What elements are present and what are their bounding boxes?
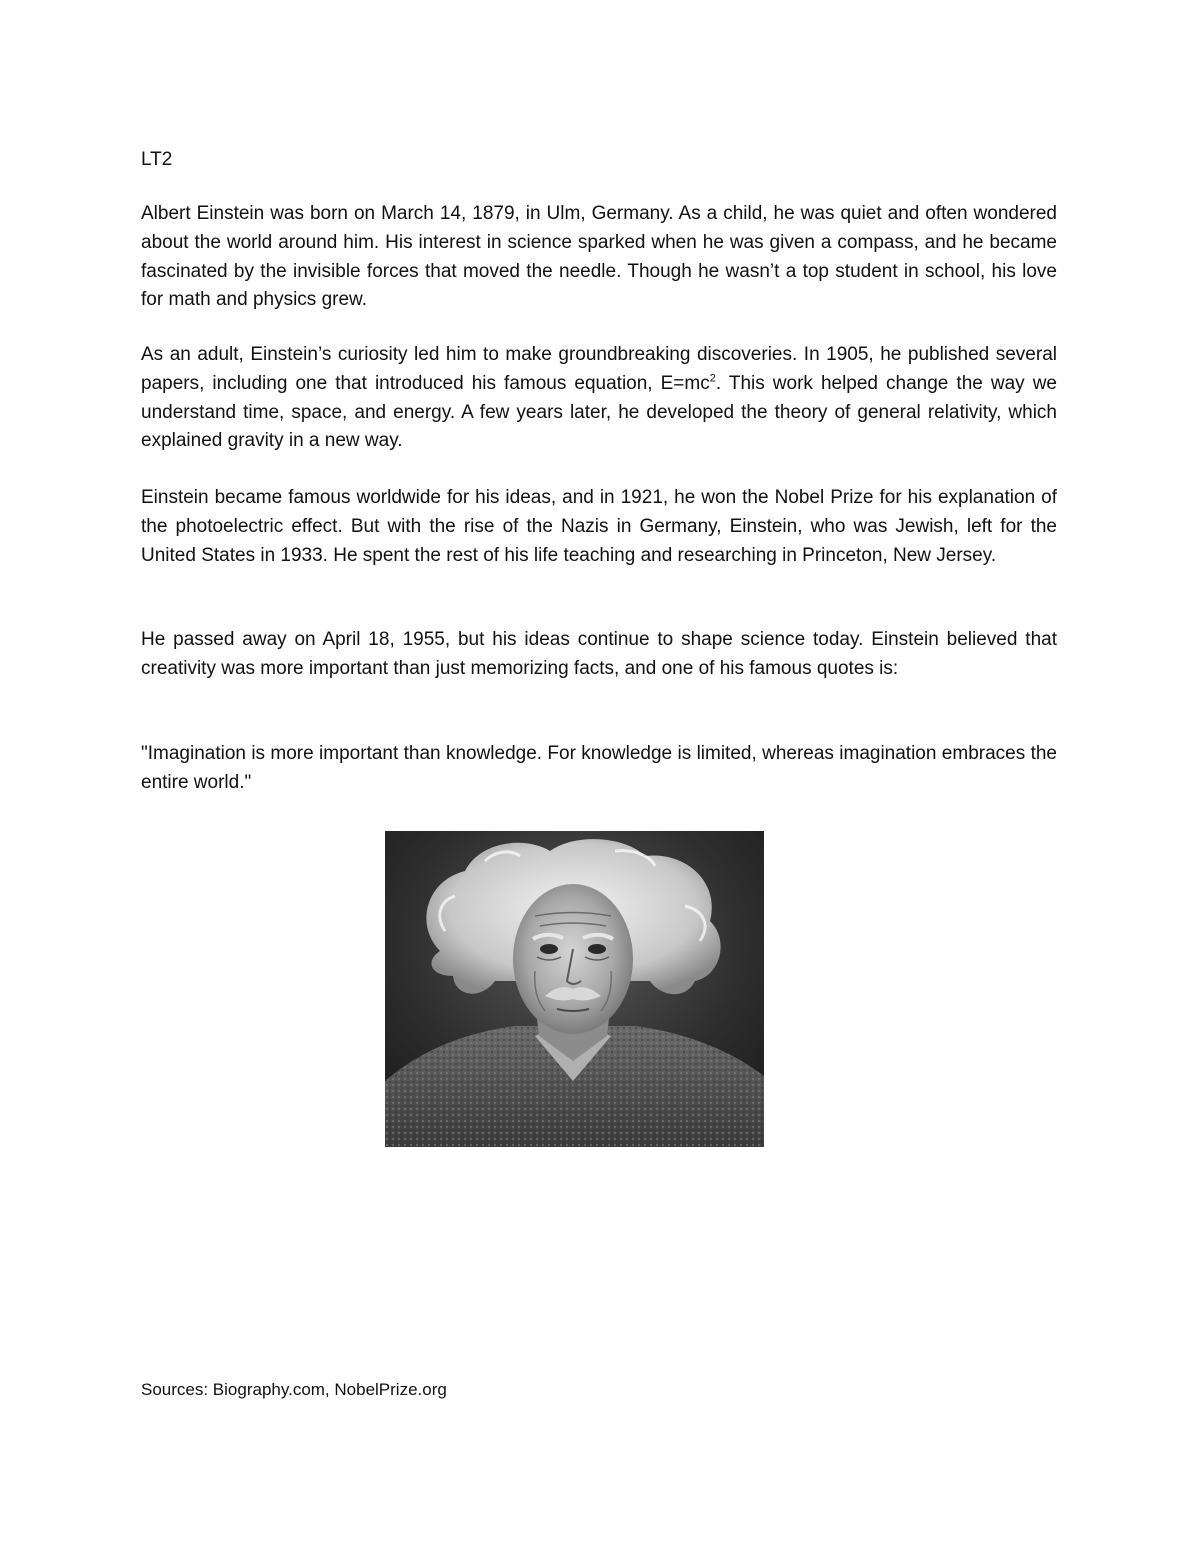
paragraph-adult-discoveries bbox=[141, 341, 1057, 456]
paragraph-early-life: Albert Einstein was born on March 14, 1879, in Ulm, Germany. As a child, he was quiet and often wondered about the world around him. His interest in science sparked when he was given a compass, and he became fascinated by the invisible forces that moved the needle. Though he wasn’t a top student in school, his love for math and physics grew. bbox=[141, 203, 1057, 311]
paragraph-text-before-superscript: As an adult, Einstein’s curiosity led him to make groundbreaking discoveries. In 1905, he published several papers, including one that introduced his famous equation, E=mc bbox=[141, 344, 1057, 394]
paragraph-fame-and-emigration: Einstein became famous worldwide for his ideas, and in 1921, he won the Nobel Prize for his explanation of the photoelectric effect. But with the rise of the Nazis in Germany, Einstein, who was Jewish, left for the United States in 1933. He spent the rest of his life teaching and researching in Princeton, New Jersey. bbox=[141, 487, 1057, 566]
superscript-exponent: 2 bbox=[709, 372, 716, 385]
einstein-portrait-photo bbox=[385, 831, 764, 1147]
sources-citation: Sources: Biography.com, NobelPrize.org bbox=[141, 1380, 447, 1399]
paragraph-text-after-superscript: . This work helped change the way we understand time, space, and energy. A few years later, he developed the theory of general relativity, which explained gravity in a new way. bbox=[141, 372, 1058, 452]
document-heading: LT2 bbox=[141, 149, 173, 170]
paragraph-legacy: He passed away on April 18, 1955, but his ideas continue to shape science today. Einstein believed that creativity was more important than just memorizing facts, and one of his famous quotes is: bbox=[141, 629, 1057, 679]
famous-quote: "Imagination is more important than knowledge. For knowledge is limited, whereas imagination embraces the entire world." bbox=[141, 743, 1057, 793]
